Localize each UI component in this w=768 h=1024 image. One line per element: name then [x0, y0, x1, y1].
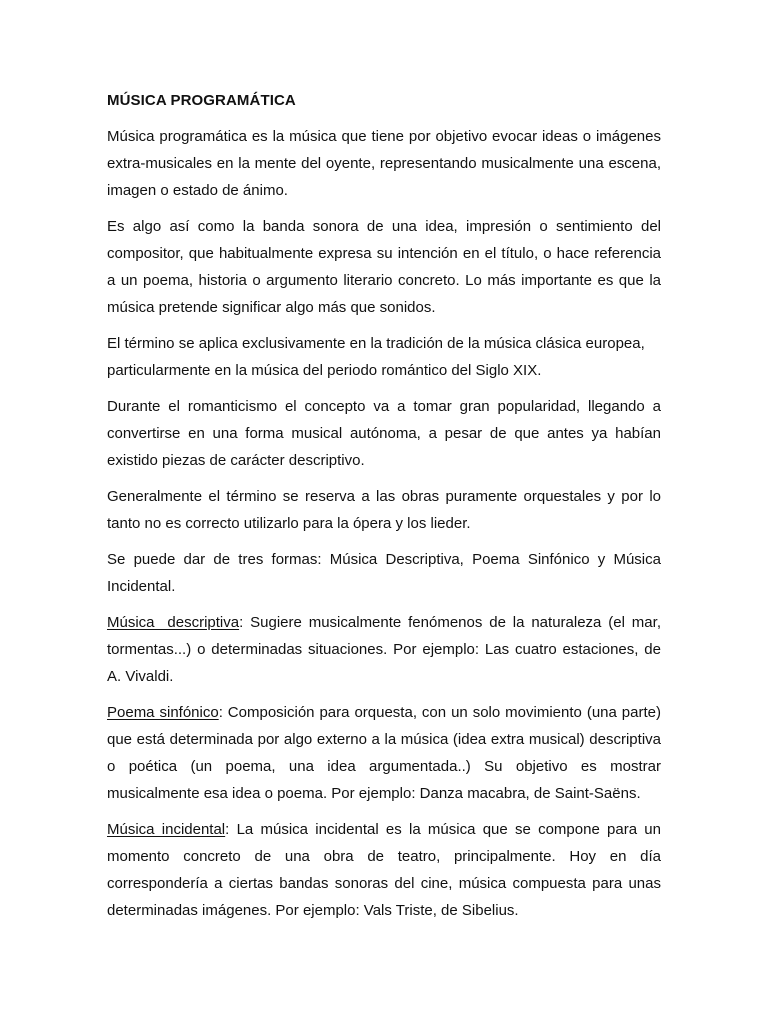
definition-term: Poema sinfónico [107, 704, 219, 721]
definition-term: Música descriptiva [107, 614, 240, 631]
paragraph-soundtrack-analogy: Es algo así como la banda sonora de una idea, impresión o sentimiento del compositor, que habitualmente expresa su intención en el título, o hace referencia a un poema, historia o argumento literario concreto. Lo más importante es que la música pretende significar algo más que sonidos. [107, 218, 661, 316]
definition-musica-descriptiva [107, 609, 661, 690]
document-page [107, 88, 661, 933]
definition-poema-sinfonico [107, 699, 661, 807]
definition-term: Música incidental [107, 821, 226, 838]
paragraph-classical-tradition: El término se aplica exclusivamente en la tradición de la música clásica europea, particularmente en la música del periodo romántico del Siglo XIX. [107, 335, 645, 379]
paragraph-orchestral-works: Generalmente el término se reserva a las obras puramente orquestales y por lo tanto no es correcto utilizarlo para la ópera y los lieder. [107, 488, 661, 532]
paragraph-definition: Música programática es la música que tiene por objetivo evocar ideas o imágenes extra-musicales en la mente del oyente, representando musicalmente una escena, imagen o estado de ánimo. [107, 128, 661, 199]
definition-text: : Composición para orquesta, con un solo movimiento (una parte) que está determinada por algo externo a la música (idea extra musical) descriptiva o poética (un poema, una idea argumentada..) Su objetivo es mostrar musicalmente esa idea o poema. Por ejemplo: Danza macabra, de Saint-Saëns. [107, 704, 661, 802]
definition-text: : La música incidental es la música que se compone para un momento concreto de una obra de teatro, principalmente. Hoy en día correspondería a ciertas bandas sonoras del cine, música compuesta para unas determinadas imágenes. Por ejemplo: Vals Triste, de Sibelius. [107, 821, 661, 919]
paragraph-romanticism: Durante el romanticismo el concepto va a tomar gran popularidad, llegando a convertirse en una forma musical autónoma, a pesar de que antes ya habían existido piezas de carácter descriptivo. [107, 398, 661, 469]
paragraph-three-forms: Se puede dar de tres formas: Música Descriptiva, Poema Sinfónico y Música Incidental. [107, 551, 661, 595]
definition-musica-incidental [107, 816, 661, 924]
definition-text: : Sugiere musicalmente fenómenos de la naturaleza (el mar, tormentas...) o determinadas situaciones. Por ejemplo: Las cuatro estaciones, de A. Vivaldi. [107, 614, 661, 685]
document-title: MÚSICA PROGRAMÁTICA [107, 92, 296, 109]
